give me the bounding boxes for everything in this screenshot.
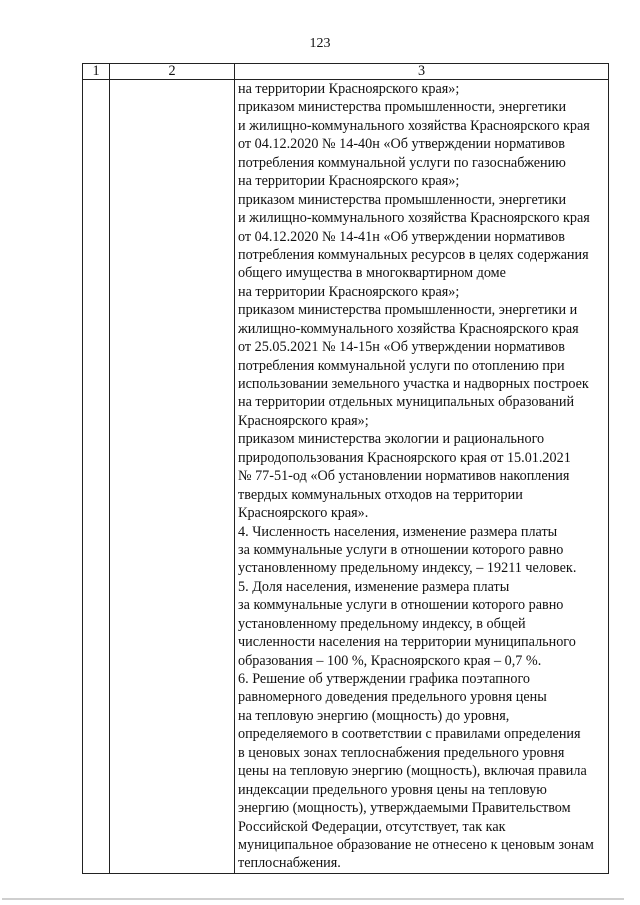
text-line: на тепловую энергию (мощность) до уровня,	[238, 707, 510, 724]
text-line: определяемого в соответствии с правилами определения	[238, 726, 581, 743]
text-line: жилищно-коммунального хозяйства Красноярского края	[238, 320, 579, 337]
text-line: приказом министерства промышленности, энергетики	[238, 191, 567, 208]
table-cell-column-1	[83, 80, 110, 874]
text-line: за коммунальные услуги в отношении которого равно	[238, 541, 564, 558]
text-line: природопользования Красноярского края от 15.01.2021	[238, 449, 571, 466]
text-line: от 04.12.2020 № 14-41н «Об утверждении нормативов	[238, 228, 565, 245]
table-header-row	[83, 64, 609, 80]
text-line: 5. Доля населения, изменение размера платы	[238, 578, 510, 595]
text-line: за коммунальные услуги в отношении которого равно	[238, 597, 564, 614]
text-line: общего имущества в многоквартирном доме	[238, 265, 506, 282]
text-line: на территории отдельных муниципальных образований	[238, 394, 575, 411]
text-line: приказом министерства промышленности, энергетики и	[238, 302, 578, 319]
page-number: 123	[309, 36, 331, 51]
text-line: от 04.12.2020 № 14-40н «Об утверждении нормативов	[238, 136, 565, 153]
text-line: Российской Федерации, отсутствует, так как	[238, 818, 506, 835]
column-header-1: 1	[83, 64, 110, 80]
text-line: использовании земельного участка и надворных построек	[238, 376, 589, 392]
text-line: № 77-51-од «Об установлении нормативов накопления	[238, 468, 570, 485]
text-line: потребления коммунальных ресурсов в целях содержания	[238, 246, 589, 263]
text-line: потребления коммунальной услуги по газоснабжению	[238, 154, 566, 171]
text-line: 4. Численность населения, изменение размера платы	[238, 523, 558, 540]
text-line: приказом министерства экологии и рационального	[238, 431, 545, 448]
text-line: Красноярского края».	[238, 505, 369, 522]
text-line: на территории Красноярского края»;	[238, 283, 460, 300]
document-table	[82, 63, 609, 874]
column-header-2: 2	[110, 64, 235, 80]
text-line: в ценовых зонах теплоснабжения предельного уровня	[238, 744, 565, 761]
text-line: индексации предельного уровня цены на тепловую	[238, 781, 547, 798]
text-line: на территории Красноярского края»;	[238, 173, 460, 190]
text-line: равномерного доведения предельного уровня цены	[238, 689, 547, 706]
text-line: установленному предельному индексу, – 19211 человек.	[238, 560, 577, 577]
text-line: цены на тепловую энергию (мощность), включая правила	[238, 763, 587, 780]
table-cell-column-3	[235, 80, 609, 874]
scan-edge-divider	[2, 898, 624, 900]
text-line: численности населения на территории муниципального	[238, 634, 576, 651]
text-line: и жилищно-коммунального хозяйства Красноярского края	[238, 210, 590, 227]
text-line: потребления коммунальной услуги по отоплению при	[238, 357, 565, 374]
text-line: установленному предельному индексу, в общей	[238, 615, 526, 632]
column-header-3: 3	[235, 64, 609, 80]
text-line: муниципальное образование не отнесено к ценовым зонам	[238, 836, 594, 853]
table-cell-column-2	[110, 80, 235, 874]
text-line: теплоснабжения.	[238, 855, 341, 872]
text-line: твердых коммунальных отходов на территории	[238, 486, 523, 503]
text-line: Красноярского края»;	[238, 412, 369, 429]
text-line: энергию (мощность), утверждаемыми Правительством	[238, 800, 571, 817]
text-line: образования – 100 %, Красноярского края – 0,7 %.	[238, 652, 542, 669]
table-row	[83, 80, 609, 874]
text-line: и жилищно-коммунального хозяйства Красноярского края	[238, 117, 590, 134]
text-line: от 25.05.2021 № 14-15н «Об утверждении нормативов	[238, 339, 565, 356]
text-line: на территории Красноярского края»;	[238, 81, 460, 97]
text-line: 6. Решение об утверждении графика поэтапного	[238, 671, 531, 687]
text-line: приказом министерства промышленности, энергетики	[238, 99, 567, 116]
